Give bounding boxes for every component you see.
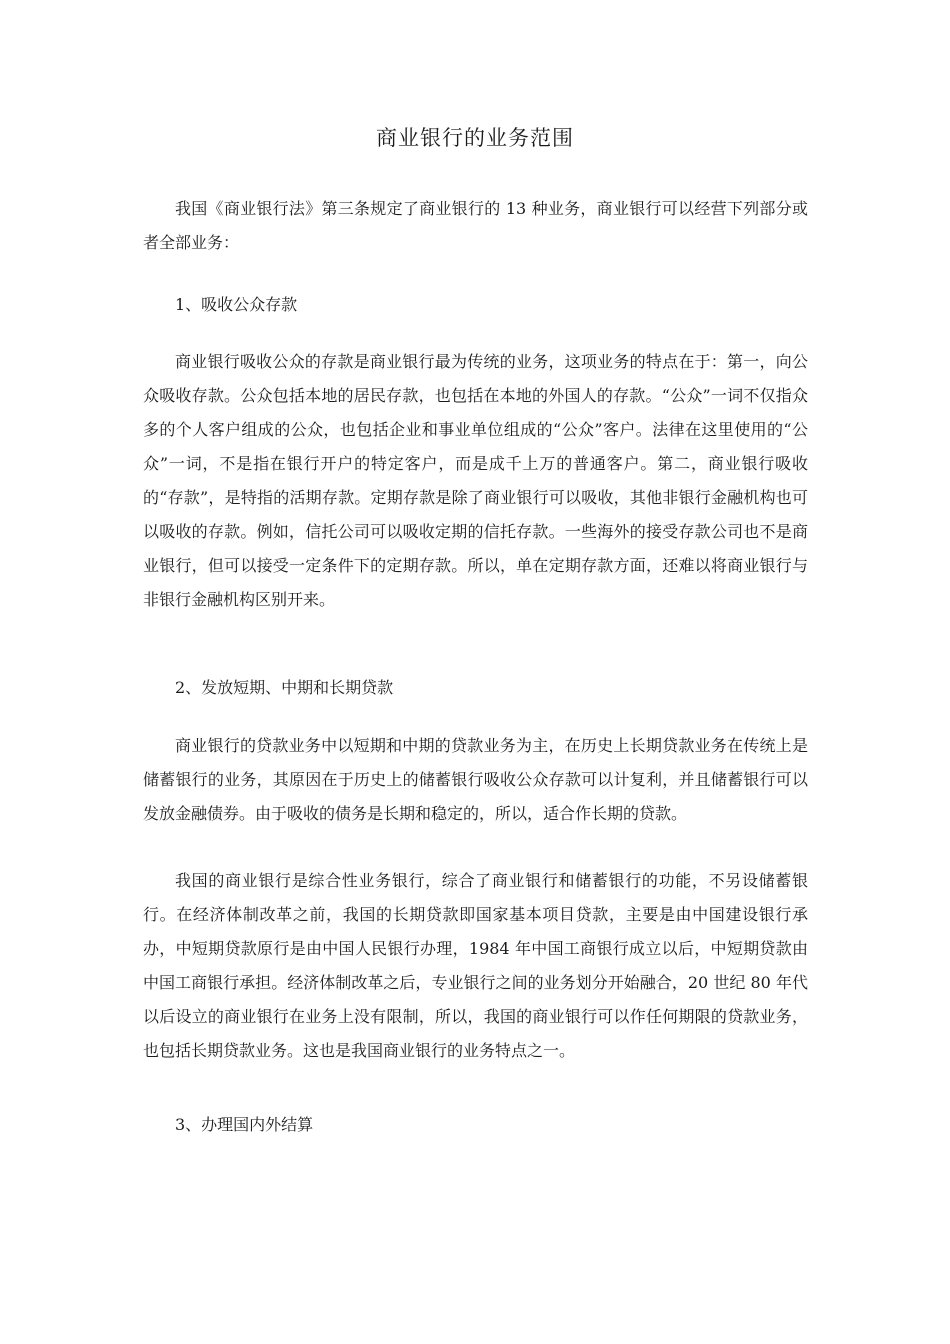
section-3-heading-block	[143, 1108, 808, 1142]
intro-paragraph: 我国《商业银行法》第三条规定了商业银行的 13 种业务，商业银行可以经营下列部分或者全部业务：	[143, 199, 808, 252]
intro-block	[143, 192, 808, 260]
document-title: 商业银行的业务范围	[376, 126, 574, 150]
section-1-heading-block	[143, 288, 808, 322]
body-paragraph: 商业银行的贷款业务中以短期和中期的贷款业务为主，在历史上长期贷款业务在传统上是储蓄银行的业务，其原因在于历史上的储蓄银行吸收公众存款可以计复利，并且储蓄银行可以发放金融债券。由于吸收的债务是长期和稳定的，所以，适合作长期的贷款。	[143, 736, 808, 823]
body-paragraph: 我国的商业银行是综合性业务银行，综合了商业银行和储蓄银行的功能，不另设储蓄银行。在经济体制改革之前，我国的长期贷款即国家基本项目贷款，主要是由中国建设银行承办，中短期贷款原行是由中国人民银行办理，1984 年中国工商银行成立以后，中短期贷款由中国工商银行承担。经济体制改革之后，专业银行之间的业务划分开始融合，20 世纪 80 年代以后设立的商业银行在业务上没有限制，所以，我国的商业银行可以作任何期限的贷款业务，也包括长期贷款业务。这也是我国商业银行的业务特点之一。	[143, 871, 808, 1060]
section-2-body-1	[143, 729, 808, 831]
body-paragraph: 商业银行吸收公众的存款是商业银行最为传统的业务，这项业务的特点在于：第一，向公众吸收存款。公众包括本地的居民存款，也包括在本地的外国人的存款。“公众”一词不仅指众多的个人客户组成的公众，也包括企业和事业单位组成的“公众”客户。法律在这里使用的“公众”一词，不是指在银行开户的特定客户，而是成千上万的普通客户。第二，商业银行吸收的“存款”，是特指的活期存款。定期存款是除了商业银行可以吸收，其他非银行金融机构也可以吸收的存款。例如，信托公司可以吸收定期的信托存款。一些海外的接受存款公司也不是商业银行，但可以接受一定条件下的定期存款。所以，单在定期存款方面，还难以将商业银行与非银行金融机构区别开来。	[143, 352, 808, 609]
section-heading: 1、吸收公众存款	[175, 295, 298, 314]
section-heading: 2、发放短期、中期和长期贷款	[175, 678, 394, 697]
section-1-body	[143, 345, 808, 617]
section-heading: 3、办理国内外结算	[175, 1115, 314, 1134]
section-2-body-2	[143, 864, 808, 1068]
section-2-heading-block	[143, 671, 808, 705]
